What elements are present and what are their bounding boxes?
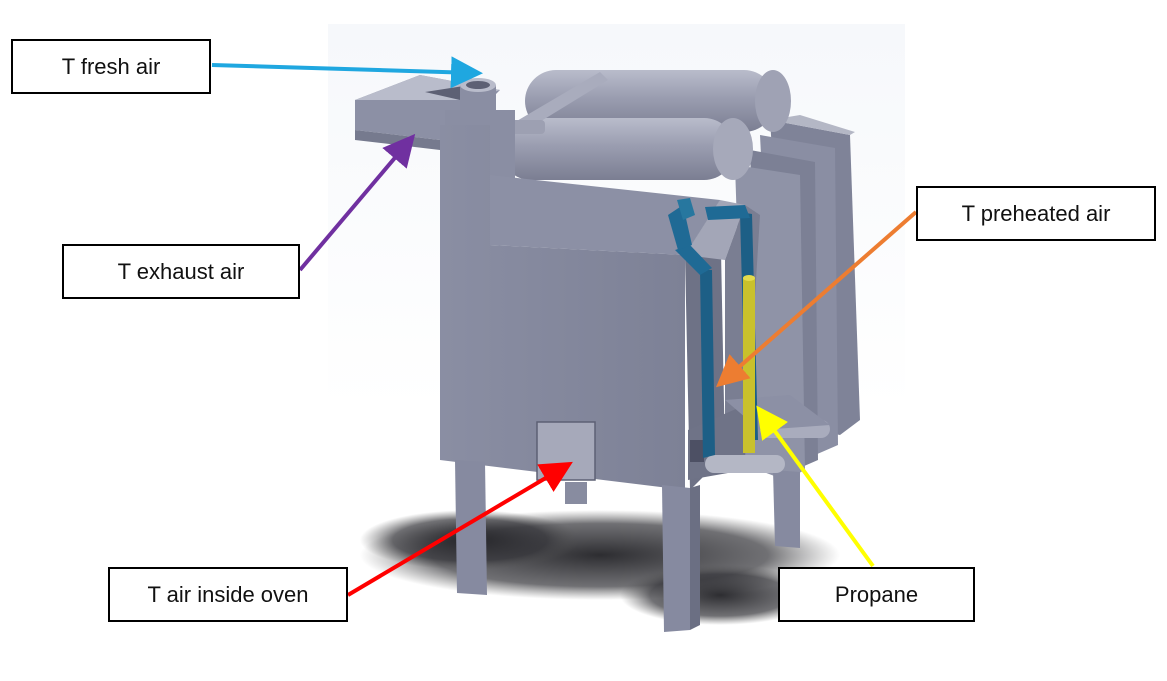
label-air-inside-oven-text: T air inside oven bbox=[147, 581, 309, 607]
label-propane bbox=[778, 567, 975, 622]
label-fresh-air bbox=[11, 39, 211, 94]
label-exhaust-air-text: T exhaust air bbox=[117, 258, 245, 284]
label-preheated-air-text: T preheated air bbox=[961, 200, 1111, 226]
oven-window bbox=[537, 422, 595, 480]
label-air-inside-oven bbox=[108, 567, 348, 622]
label-exhaust-air bbox=[62, 244, 300, 299]
label-propane-text: Propane bbox=[834, 581, 919, 607]
top-cylinders bbox=[500, 70, 791, 180]
label-fresh-air-text: T fresh air bbox=[61, 53, 161, 79]
label-preheated-air bbox=[916, 186, 1156, 241]
